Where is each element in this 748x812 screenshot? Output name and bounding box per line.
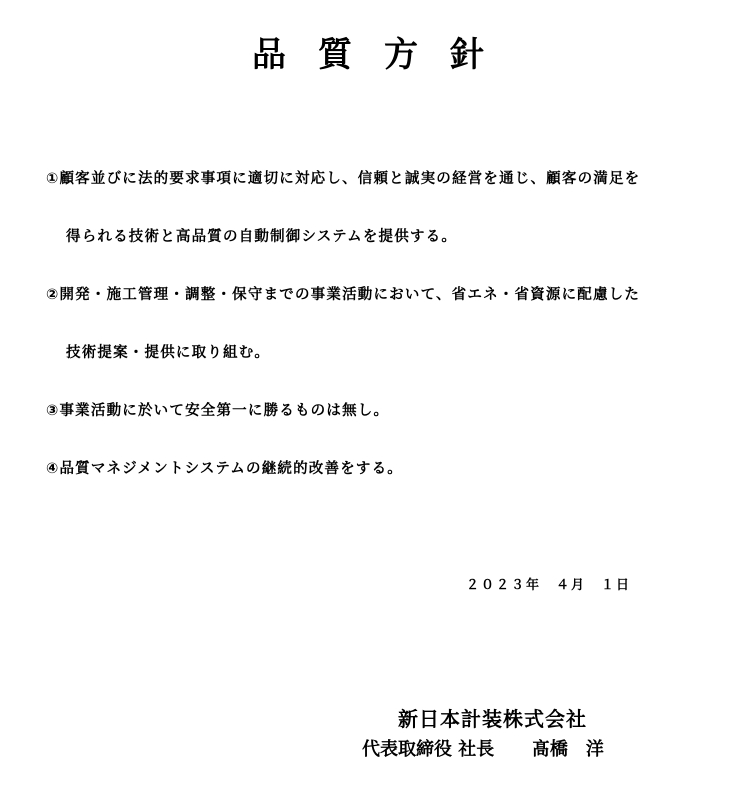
signatory-name: 髙橋 洋: [531, 739, 604, 760]
signatory: [362, 737, 604, 763]
signatory-position: 代表取締役 社長: [362, 739, 495, 760]
policy-item-3: ③事業活動に於いて安全第一に勝るものは無し。: [46, 403, 390, 419]
issue-date: ２０２３年 ４月 １日: [466, 578, 632, 593]
page-title: 品質方針: [252, 35, 516, 75]
policy-item-2-line-1: ②開発・施工管理・調整・保守までの事業活動において、省エネ・省資源に配慮した: [46, 287, 641, 303]
policy-item-1-line-1: ①顧客並びに法的要求事項に適切に対応し、信頼と誠実の経営を通じ、顧客の満足を: [46, 171, 641, 187]
policy-item-2-line-2: 技術提案・提供に取り組む。: [66, 345, 271, 361]
company-name: 新日本計装株式会社: [398, 707, 587, 731]
policy-item-4: ④品質マネジメントシステムの継続的改善をする。: [46, 461, 403, 477]
policy-item-1-line-2: 得られる技術と高品質の自動制御システムを提供する。: [66, 229, 458, 245]
